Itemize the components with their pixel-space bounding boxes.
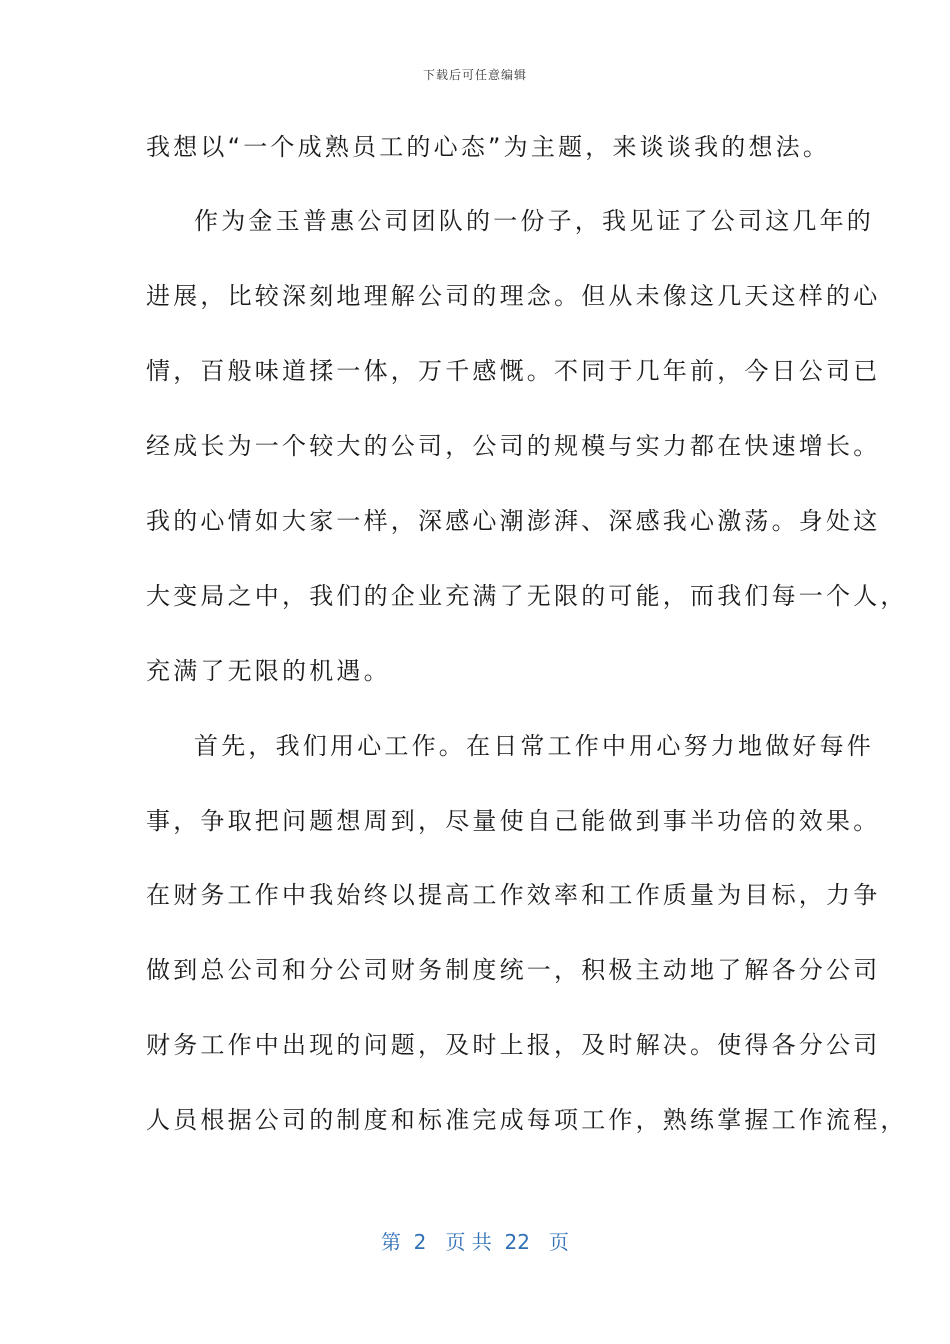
text-line: 进展，比较深刻地理解公司的理念。但从未像这几天这样的心 [146,282,881,310]
text-line: 大变局之中，我们的企业充满了无限的可能，而我们每一个人， [146,582,908,610]
text-line: 经成长为一个较大的公司，公司的规模与实力都在快速增长。 [146,432,881,460]
text-line: 充满了无限的机遇。 [146,657,391,685]
header-note: 下载后可任意编辑 [422,68,527,82]
text-line: 财务工作中出现的问题，及时上报，及时解决。使得各分公司 [146,1031,881,1059]
text-line: 作为金玉普惠公司团队的一份子，我见证了公司这几年的 [194,207,874,235]
text-line: 首先，我们用心工作。在日常工作中用心努力地做好每件 [194,732,874,760]
text-line: 事，争取把问题想周到，尽量使自己能做到事半功倍的效果。 [146,807,881,835]
text-line: 在财务工作中我始终以提高工作效率和工作质量为目标，力争 [146,881,881,909]
text-line: 做到总公司和分公司财务制度统一，积极主动地了解各分公司 [146,956,881,984]
text-line: 情，百般味道揉一体，万千感慨。不同于几年前，今日公司已 [146,357,881,385]
page-footer: 第 2 页 共 22 页 [380,1230,570,1254]
text-line: 我的心情如大家一样，深感心潮澎湃、深感我心激荡。身处这 [146,507,881,535]
text-line: 人员根据公司的制度和标准完成每项工作，熟练掌握工作流程， [146,1106,908,1134]
text-line: 我想以“一个成熟员工的心态”为主题，来谈谈我的想法。 [146,133,831,161]
